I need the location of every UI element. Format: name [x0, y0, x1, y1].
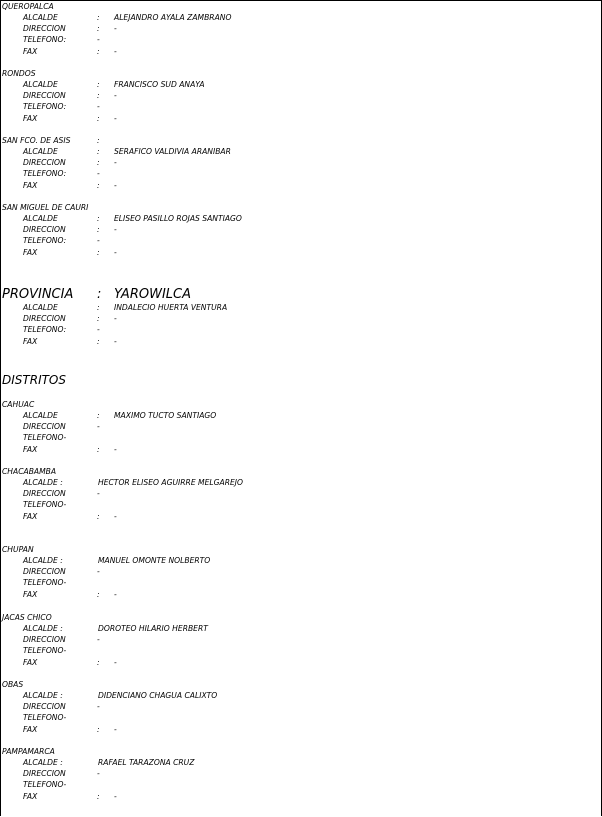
fax-label: FAX	[23, 113, 38, 123]
direccion-label: DIRECCION	[23, 769, 66, 779]
telefono-value: -	[97, 236, 100, 246]
colon: :	[97, 657, 100, 667]
telefono-row	[1, 168, 599, 179]
fax-value: -	[114, 657, 117, 667]
telefono-row	[1, 34, 599, 45]
colon: :	[97, 158, 100, 168]
district-block-san-fco-de-asis	[1, 135, 599, 191]
fax-value: -	[114, 724, 117, 734]
alcalde-row	[1, 12, 599, 23]
alcalde-row	[1, 410, 599, 421]
alcalde-label: ALCALDE	[23, 80, 58, 89]
direccion-row	[1, 23, 599, 34]
fax-row	[1, 336, 599, 347]
direccion-value: -	[114, 24, 117, 34]
colon: :	[97, 303, 100, 312]
colon: :	[97, 13, 100, 22]
telefono-row	[1, 432, 599, 443]
direccion-row	[1, 634, 599, 645]
alcalde-row	[1, 146, 599, 157]
direccion-row	[1, 566, 599, 577]
direccion-label: DIRECCION	[23, 314, 66, 324]
alcalde-value: MANUEL OMONTE NOLBERTO	[98, 556, 211, 565]
colon: :	[97, 589, 100, 599]
colon: :	[97, 791, 100, 801]
direccion-value: -	[114, 314, 117, 324]
telefono-label: TELEFONO:	[23, 102, 67, 112]
telefono-value: -	[97, 35, 100, 45]
district-block-rondos	[1, 68, 599, 124]
colon: :	[97, 24, 100, 34]
colon: :	[97, 136, 100, 145]
district-block-san-miguel-de-cauri	[1, 202, 599, 258]
direccion-value: -	[114, 91, 117, 101]
section-title: DISTRITOS	[2, 373, 66, 387]
fax-row	[1, 511, 599, 522]
district-name: JACAS CHICO	[2, 613, 52, 622]
direccion-label: DIRECCION	[23, 225, 66, 235]
alcalde-row	[1, 79, 599, 90]
fax-row	[1, 657, 599, 668]
fax-row	[1, 247, 599, 258]
district-name: PAMPAMARCA	[2, 747, 55, 756]
district-name: CAHUAC	[2, 400, 35, 409]
telefono-value: -	[97, 325, 100, 335]
direccion-row	[1, 488, 599, 499]
district-block-jacas-chico	[1, 612, 599, 668]
colon: :	[97, 314, 100, 324]
provincia-name: YAROWILCA	[114, 287, 191, 302]
direccion-label: DIRECCION	[23, 158, 66, 168]
direccion-value: -	[97, 769, 100, 779]
alcalde-value: RAFAEL TARAZONA CRUZ	[98, 758, 195, 767]
alcalde-value: DOROTEO HILARIO HERBERT	[98, 624, 208, 633]
colon: :	[97, 113, 100, 123]
telefono-label: TELEFONO:	[23, 169, 67, 179]
provincia-header	[1, 287, 599, 302]
alcalde-label: ALCALDE	[23, 411, 58, 420]
alcalde-label: ALCALDE	[23, 303, 58, 312]
district-name: QUEROPALCA	[2, 2, 54, 11]
direccion-label: DIRECCION	[23, 422, 66, 432]
alcalde-row	[1, 477, 599, 488]
alcalde-value: MAXIMO TUCTO SANTIAGO	[114, 411, 217, 420]
telefono-row	[1, 577, 599, 588]
telefono-label: TELEFONO-	[23, 780, 67, 790]
district-block-chupan	[1, 544, 599, 600]
colon: :	[97, 180, 100, 190]
fax-value: -	[114, 113, 117, 123]
colon: :	[97, 724, 100, 734]
fax-value: -	[114, 791, 117, 801]
alcalde-row	[1, 623, 599, 634]
colon: :	[97, 214, 100, 223]
direccion-label: DIRECCION	[23, 702, 66, 712]
fax-label: FAX	[23, 247, 38, 257]
fax-value: -	[114, 444, 117, 454]
fax-label: FAX	[23, 336, 38, 346]
fax-label: FAX	[23, 589, 38, 599]
alcalde-value: ALEJANDRO AYALA ZAMBRANO	[114, 13, 232, 22]
telefono-value: -	[97, 102, 100, 112]
telefono-row	[1, 779, 599, 790]
telefono-row	[1, 235, 599, 246]
telefono-row	[1, 712, 599, 723]
fax-label: FAX	[23, 444, 38, 454]
alcalde-label: ALCALDE :	[23, 758, 63, 767]
fax-row	[1, 589, 599, 600]
alcalde-label: ALCALDE :	[23, 691, 63, 700]
fax-label: FAX	[23, 46, 38, 56]
colon: :	[97, 287, 102, 302]
telefono-label: TELEFONO-	[23, 578, 67, 588]
direccion-label: DIRECCION	[23, 24, 66, 34]
telefono-row	[1, 101, 599, 112]
direccion-row	[1, 90, 599, 101]
colon: :	[97, 411, 100, 420]
fax-label: FAX	[23, 791, 38, 801]
alcalde-row	[1, 690, 599, 701]
provincia-label: PROVINCIA	[2, 287, 74, 302]
district-name: RONDOS	[2, 69, 36, 78]
alcalde-row	[1, 555, 599, 566]
colon: :	[97, 80, 100, 89]
alcalde-label: ALCALDE	[23, 214, 58, 223]
direccion-row	[1, 313, 599, 324]
telefono-label: TELEFONO-	[23, 646, 67, 656]
fax-label: FAX	[23, 180, 38, 190]
telefono-row	[1, 645, 599, 656]
direccion-row	[1, 768, 599, 779]
alcalde-value: INDALECIO HUERTA VENTURA	[114, 303, 228, 312]
telefono-label: TELEFONO:	[23, 236, 67, 246]
direccion-label: DIRECCION	[23, 91, 66, 101]
alcalde-value: FRANCISCO SUD ANAYA	[114, 80, 205, 89]
colon: :	[97, 147, 100, 156]
direccion-row	[1, 701, 599, 712]
direccion-value: -	[97, 635, 100, 645]
fax-value: -	[114, 46, 117, 56]
telefono-label: TELEFONO:	[23, 35, 67, 45]
colon: :	[97, 91, 100, 101]
fax-value: -	[114, 180, 117, 190]
alcalde-row	[1, 302, 599, 313]
telefono-label: TELEFONO:	[23, 325, 67, 335]
distritos-heading-block	[1, 373, 599, 387]
alcalde-label: ALCALDE	[23, 13, 58, 22]
district-name: CHACABAMBA	[2, 467, 57, 476]
direccion-row	[1, 224, 599, 235]
colon: :	[97, 247, 100, 257]
alcalde-row	[1, 213, 599, 224]
alcalde-label: ALCALDE :	[23, 478, 63, 487]
district-block-obas	[1, 679, 599, 735]
telefono-label: TELEFONO-	[23, 500, 67, 510]
district-name: SAN FCO. DE ASIS	[2, 136, 71, 145]
alcalde-label: ALCALDE	[23, 147, 58, 156]
direccion-value: -	[97, 489, 100, 499]
direccion-row	[1, 157, 599, 168]
telefono-label: TELEFONO-	[23, 713, 67, 723]
district-block-queropalca	[1, 1, 599, 57]
direccion-value: -	[114, 158, 117, 168]
direccion-label: DIRECCION	[23, 489, 66, 499]
alcalde-label: ALCALDE :	[23, 624, 63, 633]
fax-label: FAX	[23, 657, 38, 667]
direccion-value: -	[114, 225, 117, 235]
alcalde-label: ALCALDE :	[23, 556, 63, 565]
direccion-value: -	[97, 567, 100, 577]
alcalde-value: HECTOR ELISEO AGUIRRE MELGAREJO	[98, 478, 243, 487]
fax-value: -	[114, 511, 117, 521]
district-block-cahuac	[1, 399, 599, 455]
district-name: OBAS	[2, 680, 24, 689]
district-block-pampamarca	[1, 746, 599, 802]
colon: :	[97, 511, 100, 521]
fax-row	[1, 791, 599, 802]
fax-row	[1, 180, 599, 191]
telefono-value: -	[97, 169, 100, 179]
direccion-row	[1, 421, 599, 432]
colon: :	[97, 46, 100, 56]
direccion-label: DIRECCION	[23, 635, 66, 645]
fax-label: FAX	[23, 511, 38, 521]
district-name: SAN MIGUEL DE CAURI	[2, 203, 89, 212]
telefono-label: TELEFONO-	[23, 433, 67, 443]
fax-row	[1, 113, 599, 124]
telefono-row	[1, 324, 599, 335]
alcalde-value: DIDENCIANO CHAGUA CALIXTO	[98, 691, 218, 700]
district-header	[1, 135, 599, 146]
district-block-chacabamba	[1, 466, 599, 522]
fax-value: -	[114, 247, 117, 257]
direccion-value: -	[97, 702, 100, 712]
district-name: CHUPAN	[2, 545, 34, 554]
fax-row	[1, 724, 599, 735]
colon: :	[97, 444, 100, 454]
alcalde-row	[1, 757, 599, 768]
alcalde-value: SERAFICO VALDIVIA ARANIBAR	[114, 147, 231, 156]
fax-row	[1, 444, 599, 455]
colon: :	[97, 336, 100, 346]
fax-value: -	[114, 336, 117, 346]
fax-label: FAX	[23, 724, 38, 734]
direccion-value: -	[97, 422, 100, 432]
direccion-label: DIRECCION	[23, 567, 66, 577]
fax-value: -	[114, 589, 117, 599]
telefono-row	[1, 499, 599, 510]
fax-row	[1, 46, 599, 57]
alcalde-value: ELISEO PASILLO ROJAS SANTIAGO	[114, 214, 242, 223]
colon: :	[97, 225, 100, 235]
provincia-block	[1, 287, 599, 347]
